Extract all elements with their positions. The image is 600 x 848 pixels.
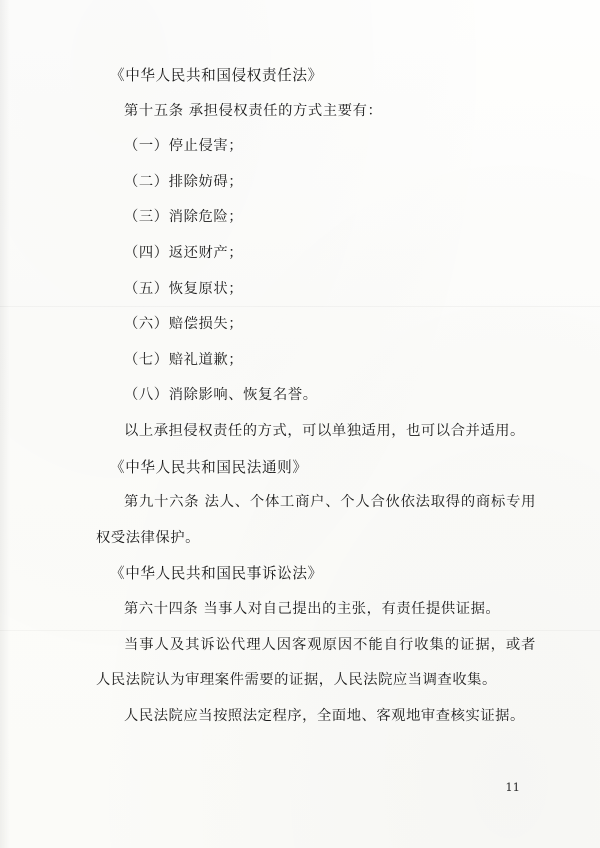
list-item: （四）返还财产； xyxy=(124,244,244,261)
paragraph-application-of-methods: 以上承担侵权责任的方式，可以单独适用，也可以合并适用。 xyxy=(124,422,525,439)
law-title-tort-liability: 《中华人民共和国侵权责任法》 xyxy=(110,67,323,84)
list-item: （三）消除危险； xyxy=(124,209,244,226)
page-edge-shadow xyxy=(0,0,10,848)
list-item: （二）排除妨碍； xyxy=(124,173,244,190)
paragraph-article-96: 第九十六条 法人、个体工商户、个人合伙依法取得的商标专用权受法律保护。 xyxy=(96,494,536,546)
list-item: （一）停止侵害； xyxy=(124,138,244,155)
list-item: （六）赔偿损失； xyxy=(124,316,244,333)
list-item: （七）赔礼道歉； xyxy=(124,351,244,368)
paragraph-evidence-review: 人民法院应当按照法定程序，全面地、客观地审查核实证据。 xyxy=(124,707,525,724)
page-number: 11 xyxy=(505,780,520,794)
law-title-general-principles-civil-law: 《中华人民共和国民法通则》 xyxy=(110,458,308,476)
document-body xyxy=(96,58,536,734)
law-title-civil-procedure-law: 《中华人民共和国民事诉讼法》 xyxy=(110,565,323,583)
paragraph-evidence-collection: 当事人及其诉讼代理人因客观原因不能自行收集的证据，或者人民法院认为审理案件需要的证据，人民法院应当调查收集。 xyxy=(96,636,536,689)
list-item: （五）恢复原状； xyxy=(124,280,244,297)
paragraph-article-64: 第六十四条 当事人对自己提出的主张，有责任提供证据。 xyxy=(124,600,501,617)
article-15-heading: 第十五条 承担侵权责任的方式主要有： xyxy=(124,102,383,119)
list-item: （八）消除影响、恢复名誉。 xyxy=(124,387,318,404)
